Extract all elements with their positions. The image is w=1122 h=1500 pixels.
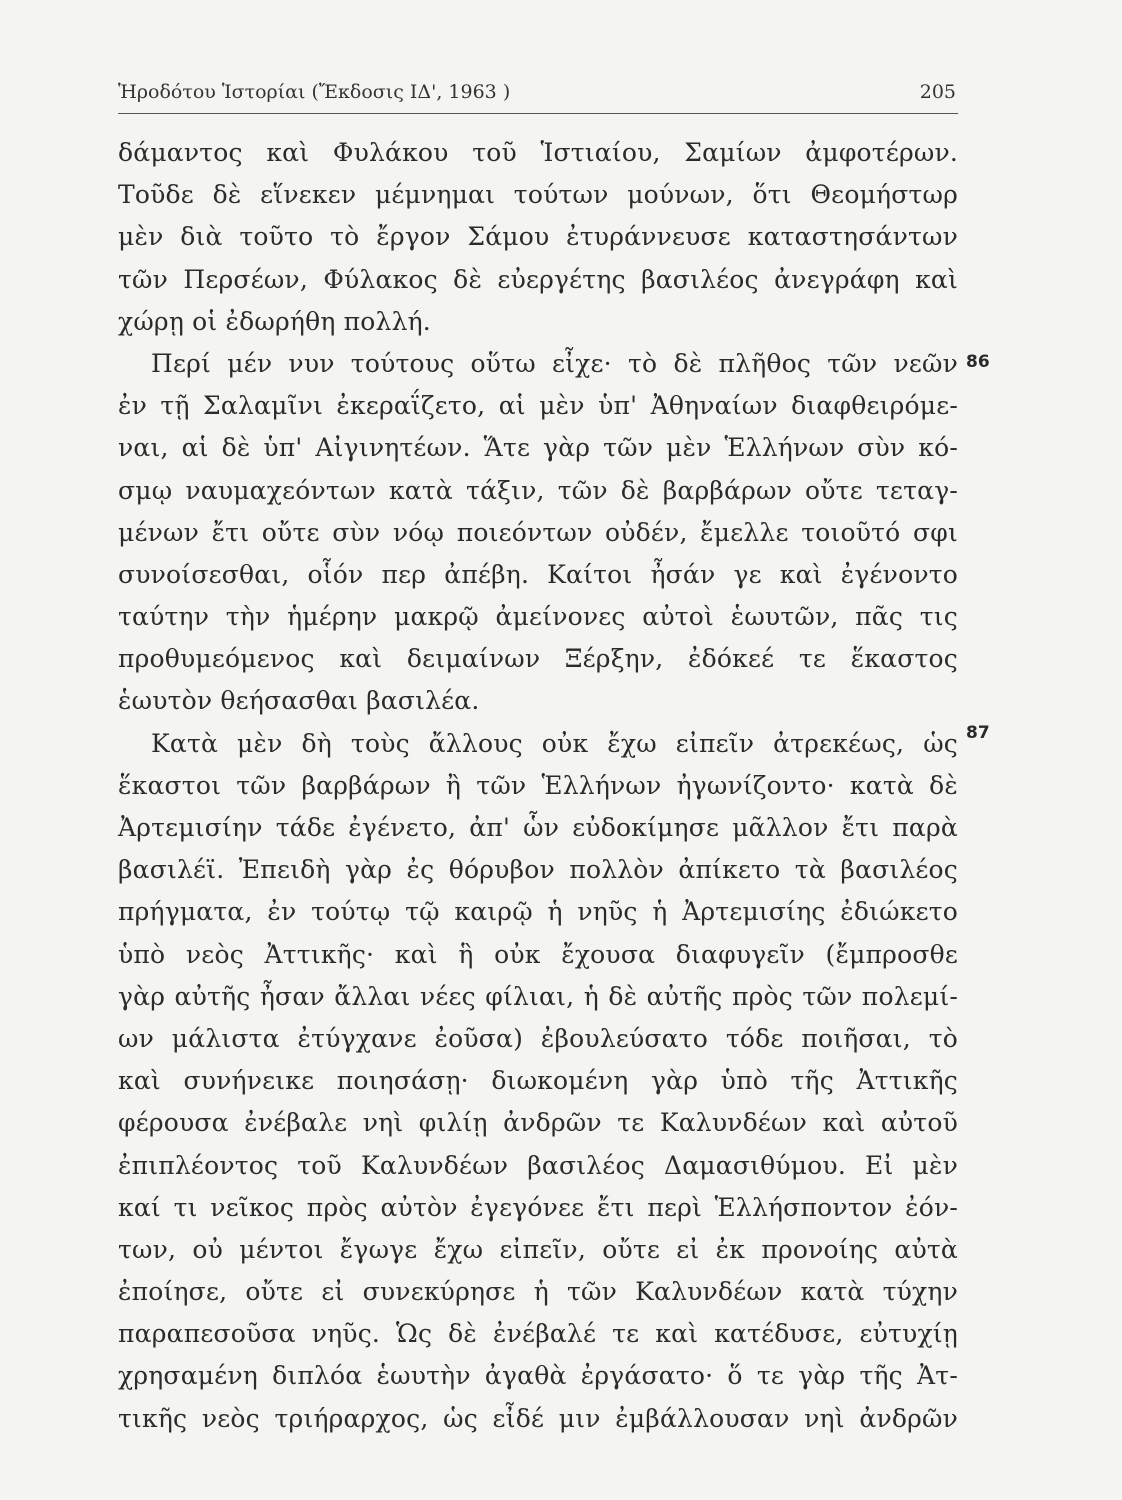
text-line: σμῳ ναυμαχεόντων κατὰ τάξιν, τῶν δὲ βαρβάρων οὔτε τεταγ-: [118, 475, 958, 505]
text-line: Τοῦδε δὲ εἵνεκεν μέμνημαι τούτων μούνων, ὅτι Θεομήστωρ: [118, 180, 958, 210]
text-line: ἐπιπλέοντος τοῦ Καλυνδέων βασιλέος Δαμασιθύμου. Εἰ μὲν: [118, 1150, 958, 1180]
text-line: ἕκαστοι τῶν βαρβάρων ἢ τῶν Ἑλλήνων ἠγωνίζοντο· κατὰ δὲ: [118, 770, 958, 800]
running-head: [118, 78, 956, 106]
text-line: Ἀρτεμισίην τάδε ἐγένετο, ἀπ' ὧν εὐδοκίμησε μᾶλλον ἔτι παρὰ: [118, 813, 958, 842]
text-line: τῶν Περσέων, Φύλακος δὲ εὐεργέτης βασιλέος ἀνεγράφη καὶ: [118, 264, 958, 294]
text-line: φέρουσα ἐνέβαλε νηὶ φιλίῃ ἀνδρῶν τε Καλυνδέων καὶ αὐτοῦ: [118, 1108, 958, 1138]
chapter-number-86: 86: [966, 352, 990, 372]
text-line: προθυμεόμενος καὶ δειμαίνων Ξέρξην, ἐδόκεέ τε ἕκαστος: [118, 644, 958, 674]
text-line: των, οὐ μέντοι ἔγωγε ἔχω εἰπεῖν, οὔτε εἰ ἐκ προνοίης αὐτὰ: [118, 1234, 958, 1264]
header-rule: [118, 113, 958, 114]
chapter-number-87: 87: [966, 723, 990, 743]
text-line: τικῆς νεὸς τριήραρχος, ὡς εἶδέ μιν ἐμβάλλουσαν νηὶ ἀνδρῶν: [118, 1403, 958, 1433]
text-line: ἑωυτὸν θεήσασθαι βασιλέα.: [118, 686, 480, 716]
text-line: συνοίσεσθαι, οἷόν περ ἀπέβη. Καίτοι ἦσάν γε καὶ ἐγένοντο: [118, 559, 958, 589]
page-number: 205: [919, 81, 956, 103]
text-line: καί τι νεῖκος πρὸς αὐτὸν ἐγεγόνεε ἔτι περὶ Ἑλλήσποντον ἐόν-: [118, 1192, 958, 1222]
text-line: μὲν διὰ τοῦτο τὸ ἔργον Σάμου ἐτυράννευσε καταστησάντων: [118, 222, 958, 252]
text-line: χώρῃ οἱ ἐδωρήθη πολλή.: [118, 306, 431, 336]
text-line: ἐν τῇ Σαλαμῖνι ἐκεραΐζετο, αἱ μὲν ὑπ' Ἀθηναίων διαφθειρόμε-: [118, 391, 958, 421]
text-line: ὑπὸ νεὸς Ἀττικῆς· καὶ ἣ οὐκ ἔχουσα διαφυγεῖν (ἔμπροσθε: [118, 939, 958, 969]
text-line: πρήγματα, ἐν τούτῳ τῷ καιρῷ ἡ νηῦς ἡ Ἀρτεμισίης ἐδιώκετο: [118, 897, 958, 927]
text-line: ναι, αἱ δὲ ὑπ' Αἰγινητέων. Ἅτε γὰρ τῶν μὲν Ἑλλήνων σὺν κό-: [118, 433, 958, 463]
text-line: μένων ἔτι οὔτε σὺν νόῳ ποιεόντων οὐδέν, ἔμελλε τοιοῦτό σφι: [118, 517, 958, 547]
running-head-title: Ἡροδότου Ἱστορίαι (Ἔκδοσις ΙΔ', 1963 ): [118, 81, 511, 103]
text-line: καὶ συνήνεικε ποιησάσῃ· διωκομένη γὰρ ὑπὸ τῆς Ἀττικῆς: [118, 1066, 958, 1096]
text-line: ων μάλιστα ἐτύγχανε ἐοῦσα) ἐβουλεύσατο τόδε ποιῆσαι, τὸ: [118, 1023, 958, 1053]
text-line: ἐποίησε, οὔτε εἰ συνεκύρησε ἡ τῶν Καλυνδέων κατὰ τύχην: [118, 1277, 958, 1307]
text-line: ταύτην τὴν ἡμέρην μακρῷ ἀμείνονες αὐτοὶ ἑωυτῶν, πᾶς τις: [118, 602, 958, 632]
text-line: χρησαμένη διπλόα ἑωυτὴν ἀγαθὰ ἐργάσατο· ὅ τε γὰρ τῆς Ἀτ-: [118, 1361, 958, 1391]
text-line: Κατὰ μὲν δὴ τοὺς ἄλλους οὐκ ἔχω εἰπεῖν ἀτρεκέως, ὡς: [151, 728, 958, 758]
text-line: βασιλέϊ. Ἐπειδὴ γὰρ ἐς θόρυβον πολλὸν ἀπίκετο τὰ βασιλέος: [118, 855, 958, 885]
text-line: Περί μέν νυν τούτους οὕτω εἶχε· τὸ δὲ πλῆθος τῶν νεῶν: [151, 348, 958, 378]
text-line: γὰρ αὐτῆς ἦσαν ἄλλαι νέες φίλιαι, ἡ δὲ αὐτῆς πρὸς τῶν πολεμί-: [118, 981, 958, 1011]
text-line: δάμαντος καὶ Φυλάκου τοῦ Ἱστιαίου, Σαμίων ἀμφοτέρων.: [118, 138, 958, 167]
text-line: παραπεσοῦσα νηῦς. Ὡς δὲ ἐνέβαλέ τε καὶ κατέδυσε, εὐτυχίῃ: [118, 1319, 958, 1349]
body-text: [118, 132, 958, 1440]
